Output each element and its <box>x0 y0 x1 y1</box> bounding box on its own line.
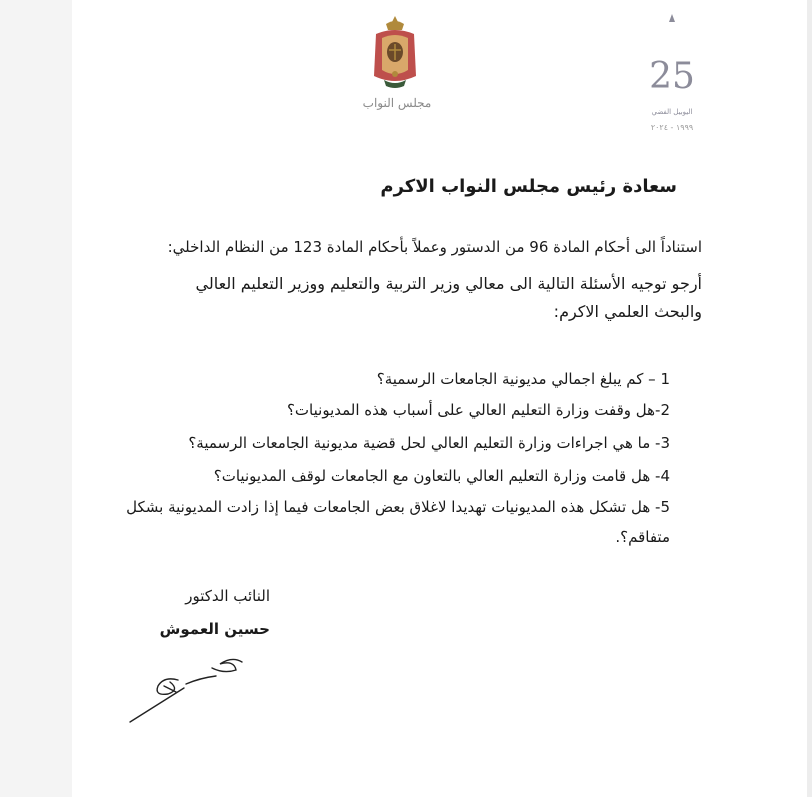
silver-jubilee-logo-icon <box>648 10 696 122</box>
emblem-caption: مجلس النواب <box>362 96 432 110</box>
handwritten-signature-icon <box>124 650 262 730</box>
question-5-line-1: 5- هل تشكل هذه المديونيات تهديدا لاغلاق بعض الجامعات فيما إذا زادت المديونية بشكل <box>126 498 670 516</box>
jubilee-caption: اليوبيل الفضي <box>651 108 693 116</box>
question-4: 4- هل قامت وزارة التعليم العالي بالتعاون مع الجامعات لوقف المديونيات؟ <box>213 467 670 485</box>
legal-basis-line: استناداً الى أحكام المادة 96 من الدستور وعملاً بأحكام المادة 123 من النظام الداخلي: <box>167 238 702 256</box>
letter-addressee: سعادة رئيس مجلس النواب الاكرم <box>380 176 677 197</box>
left-margin-strip <box>0 0 72 797</box>
question-2: 2-هل وقفت وزارة التعليم العالي على أسباب هذه المديونيات؟ <box>286 401 670 419</box>
signatory-name: حسين العموش <box>159 620 270 638</box>
question-3: 3- ما هي اجراءات وزارة التعليم العالي لحل قضية مديونية الجامعات الرسمية؟ <box>188 434 670 452</box>
coat-of-arms-icon <box>372 14 418 104</box>
right-margin-strip <box>807 0 812 797</box>
signatory-title: النائب الدكتور <box>185 587 270 605</box>
question-5-line-2: متفاقم؟. <box>615 528 670 546</box>
jubilee-numeral: 25 <box>649 56 695 97</box>
question-1: 1 – كم يبلغ اجمالي مديونية الجامعات الرسمية؟ <box>376 370 670 388</box>
request-line-2: والبحث العلمي الاكرم: <box>553 302 702 321</box>
request-line-1: أرجو توجيه الأسئلة التالية الى معالي وزير التربية والتعليم ووزير التعليم العالي <box>195 274 702 293</box>
jubilee-years: ١٩٩٩ - ٢٠٢٤ <box>650 123 694 132</box>
